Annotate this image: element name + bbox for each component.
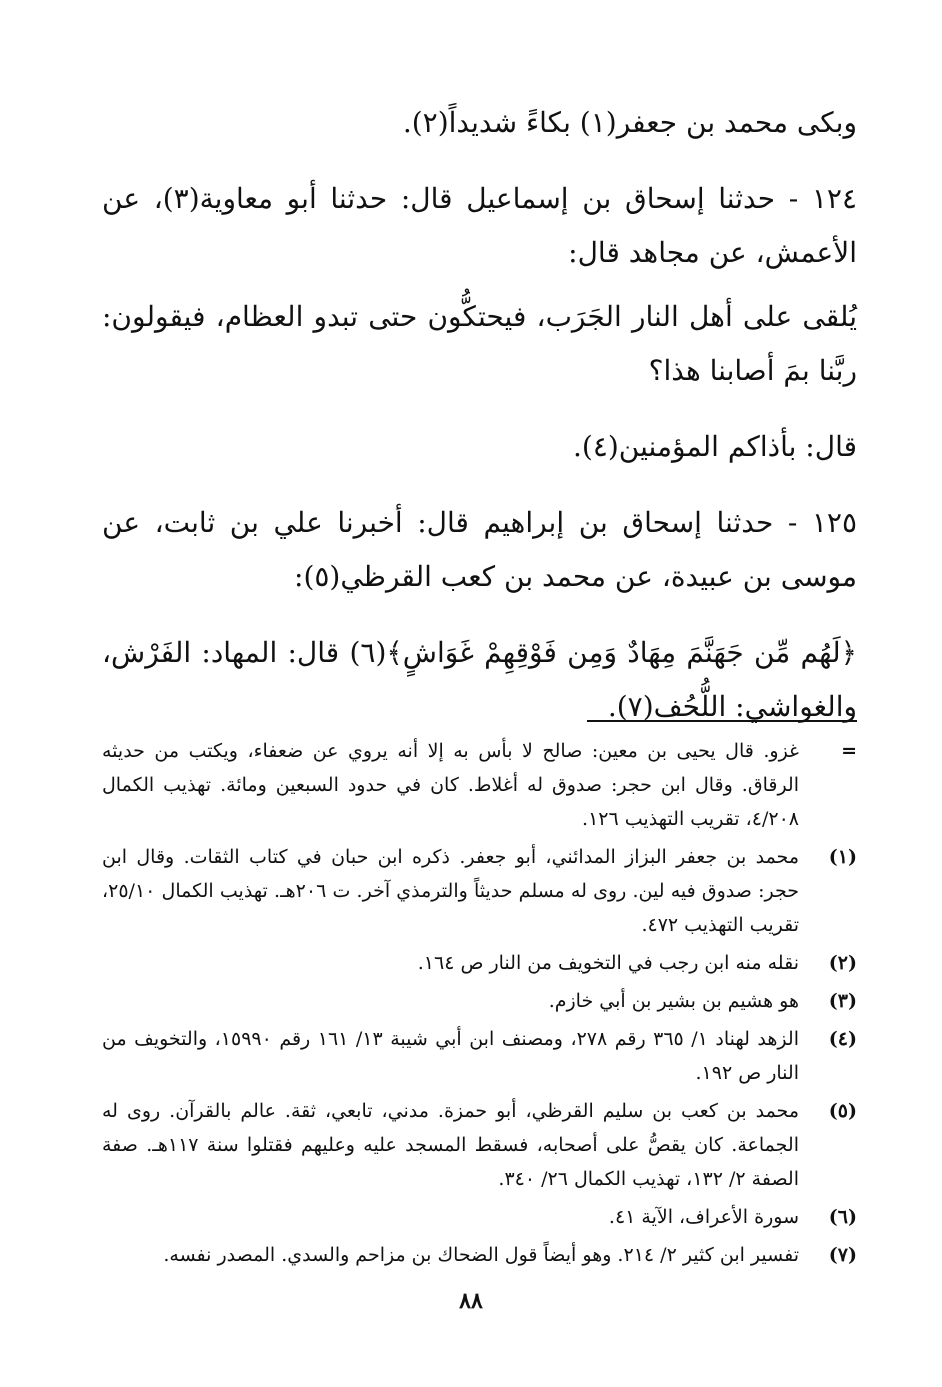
footnote-text: هو هشيم بن بشير بن أبي خازم. [548, 990, 799, 1012]
footnote-5 [102, 1094, 857, 1196]
footnote-2 [102, 946, 857, 980]
footnote-text: غزو. قال يحيى بن معين: صالح لا بأس به إلا أنه يروي عن ضعفاء، ويكتب من حديثه الرقاق. وقال ابن حجر: صدوق له أغلاط. كان في حدود السبعين ومائة. تهذيب الكمال ٤/٢٠٨، تقريب التهذيب ١٢٦. [102, 740, 799, 830]
footnote-text: تفسير ابن كثير ٢/ ٢١٤. وهو أيضاً قول الضحاك بن مزاحم والسدي. المصدر نفسه. [163, 1244, 799, 1266]
hadith-124-text: يُلقى على أهل النار الجَرَب، فيحتكُّون حتى تبدو العظام، فيقولون: ربَّنا بمَ أصابنا هذا؟ [102, 300, 857, 387]
footnote-mark: (٦) [828, 1206, 857, 1228]
hadith-124-answer: قال: بأذاكم المؤمنين(٤). [572, 430, 857, 463]
footnote-mark: (٧) [828, 1244, 857, 1266]
hadith-125: ١٢٥ - حدثنا إسحاق بن إبراهيم قال: أخبرنا علي بن ثابت، عن موسى بن عبيدة، عن محمد بن كعب القرظي(٥): [102, 506, 857, 593]
page-number: ٨٨ [459, 1288, 483, 1314]
hadith-124: ١٢٤ - حدثنا إسحاق بن إسماعيل قال: حدثنا أبو معاوية(٣)، عن الأعمش، عن مجاهد قال: [102, 182, 857, 269]
footnote-text: محمد بن جعفر البزاز المدائني، أبو جعفر. ذكره ابن حبان في كتاب الثقات. وقال ابن حجر: صدوق فيه لين. روى له مسلم حديثاً والترمذي آخر. ت ٢٠٦هـ. تهذيب الكمال ٢٥/١٠، تقريب التهذيب ٤٧٢. [102, 846, 799, 936]
footnote-3 [102, 984, 857, 1018]
paragraph-intro: وبكى محمد بن جعفر(١) بكاءً شديداً(٢). [402, 106, 857, 139]
footnote-6 [102, 1200, 857, 1234]
main-text [102, 96, 857, 744]
footnote-mark: (٣) [828, 990, 857, 1012]
footnote-divider [587, 720, 857, 722]
footnote-continued [102, 734, 857, 836]
footnote-1 [102, 840, 857, 942]
hadith-125-text: ﴿لَهُم مِّن جَهَنَّمَ مِهَادٌ وَمِن فَوْقِهِمْ غَوَاشٍ﴾(٦) قال: المهاد: الفَرْش، والغواشي: اللُّحُف(٧). [102, 636, 858, 723]
footnote-text: نقله منه ابن رجب في التخويف من النار ص ١٦٤. [417, 952, 799, 974]
footnote-mark: (٢) [828, 952, 857, 974]
footnote-mark: = [841, 740, 857, 762]
footnote-mark: (٤) [828, 1028, 857, 1050]
footnote-text: الزهد لهناد ١/ ٣٦٥ رقم ٢٧٨، ومصنف ابن أبي شيبة ١٣/ ١٦١ رقم ١٥٩٩٠، والتخويف من النار ص ١٩٢. [102, 1028, 799, 1084]
footnote-text: سورة الأعراف، الآية ٤١. [608, 1206, 799, 1228]
footnote-mark: (٥) [828, 1100, 857, 1122]
footnote-7 [102, 1238, 857, 1272]
footnote-text: محمد بن كعب بن سليم القرظي، أبو حمزة. مدني، تابعي، ثقة. عالم بالقرآن. روى له الجماعة. كان يقصُّ على أصحابه، فسقط المسجد عليه وعليهم فقتلوا سنة ١١٧هـ. صفة الصفة ٢/ ١٣٢، تهذيب الكمال ٢٦/ ٣٤٠. [102, 1100, 799, 1190]
footnotes [102, 734, 857, 1276]
footnote-mark: (١) [828, 846, 857, 868]
footnote-4 [102, 1022, 857, 1090]
